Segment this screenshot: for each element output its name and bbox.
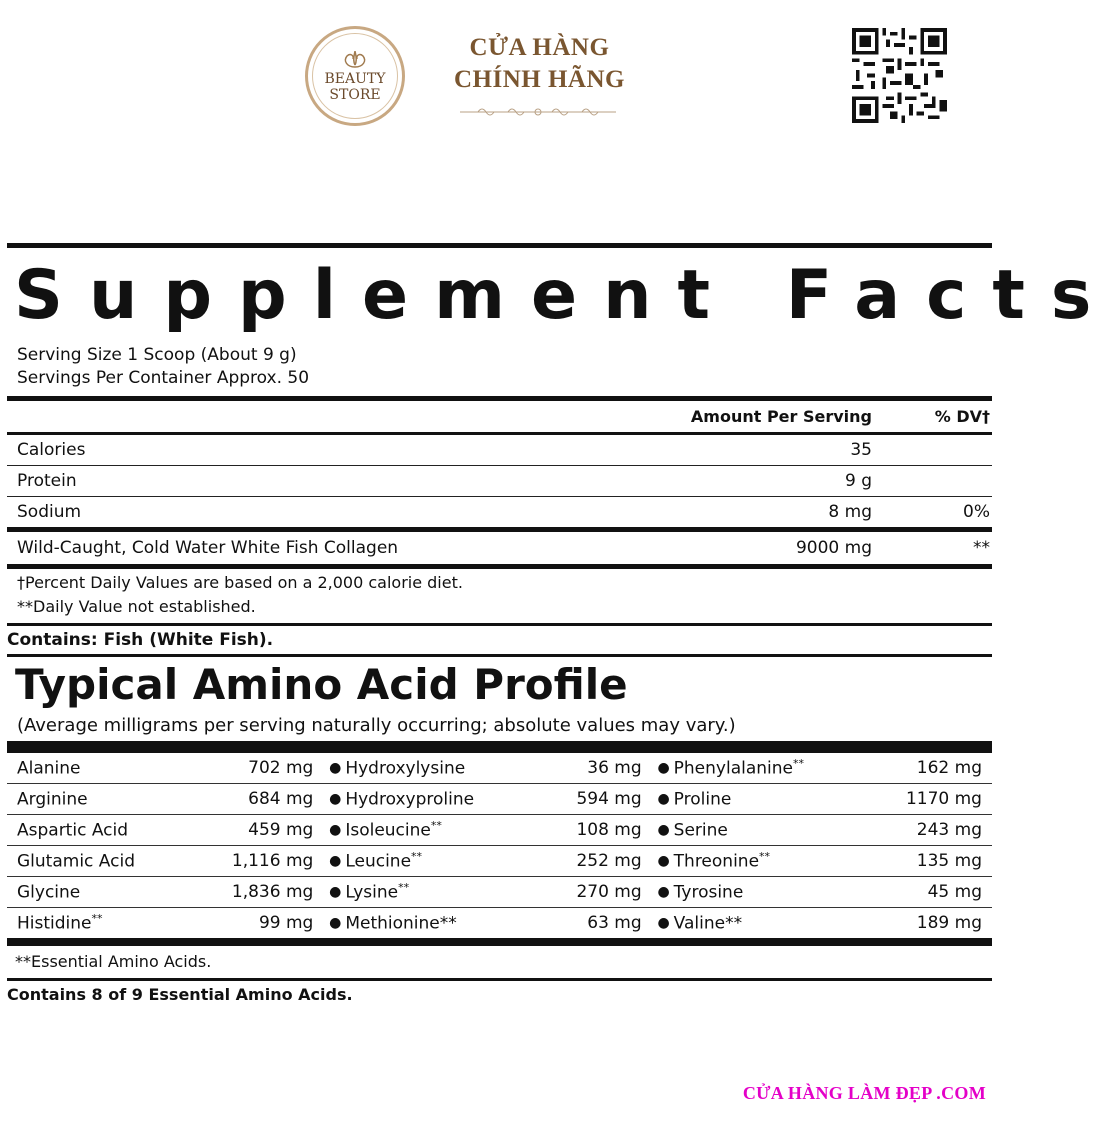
amino-sup: ** [91, 912, 103, 926]
amino-value: 252 mg [576, 851, 642, 871]
bullet-icon: ● [657, 853, 670, 869]
amino-acid-subtitle: (Average milligrams per serving naturally occurring; absolute values may vary.) [17, 715, 736, 736]
amino-acid-title: Typical Amino Acid Profile [15, 660, 628, 709]
bullet-icon: ● [657, 760, 670, 776]
amino-row [335, 753, 670, 784]
amino-value: 36 mg [587, 758, 642, 778]
nutrient-amount: 9000 mg [795, 538, 872, 558]
amino-name: Proline [673, 789, 732, 810]
amino-value: 63 mg [587, 913, 642, 933]
amino-row [7, 877, 342, 908]
amino-name: Aspartic Acid [17, 820, 129, 841]
amino-row [7, 908, 342, 938]
amino-sup: ** [411, 850, 423, 864]
amino-name: Leucine [345, 851, 412, 872]
nutrient-name: Calories [17, 440, 86, 460]
amino-acid-table [7, 753, 992, 938]
amino-name: Histidine [17, 913, 92, 934]
bullet-icon: ● [657, 915, 670, 931]
amino-value: 270 mg [576, 882, 642, 902]
amount-per-serving-header: Amount Per Serving [690, 407, 872, 426]
divider [7, 938, 992, 946]
amino-row [664, 784, 992, 815]
facts-header-row [7, 401, 992, 432]
amino-name: Arginine [17, 789, 88, 810]
amino-sup: ** [793, 757, 804, 771]
bullet-icon: ● [329, 822, 342, 838]
essential-amino-footnote: **Essential Amino Acids. [15, 952, 212, 971]
amino-row [335, 846, 670, 877]
amino-value: 594 mg [576, 789, 642, 809]
bullet-icon: ● [657, 884, 670, 900]
supplement-facts-title: Supplement Facts [14, 256, 1117, 335]
brand-title-line2: CHÍNH HÃNG [454, 66, 625, 93]
amino-value: 684 mg [248, 789, 314, 809]
amino-row [7, 753, 342, 784]
bullet-icon: ● [329, 884, 342, 900]
amino-value: 459 mg [248, 820, 314, 840]
amino-row [335, 908, 670, 938]
store-watermark: CỬA HÀNG LÀM ĐẸP .COM [742, 1083, 986, 1103]
amino-column [335, 753, 670, 938]
dv-not-established-note: **Daily Value not established. [17, 597, 256, 616]
amino-value: 135 mg [916, 851, 982, 871]
allergen-contains: Contains: Fish (White Fish). [7, 630, 274, 650]
nutrient-amount: 8 mg [828, 502, 872, 522]
amino-value: 702 mg [248, 758, 314, 778]
amino-row [664, 846, 992, 877]
amino-row [335, 784, 670, 815]
amino-name: Hydroxyproline [345, 789, 475, 810]
amino-name: Methionine** [345, 913, 457, 934]
nutrient-name: Protein [17, 471, 77, 491]
amino-row [7, 784, 342, 815]
amino-sup: ** [430, 819, 442, 833]
amino-name: Tyrosine [673, 882, 744, 903]
bullet-icon: ● [657, 822, 670, 838]
nutrient-amount: 9 g [844, 471, 872, 491]
amino-name: Hydroxylysine [345, 758, 466, 779]
qr-code-icon [852, 28, 947, 123]
store-header [0, 0, 1000, 140]
serving-size: Serving Size 1 Scoop (About 9 g) [17, 345, 297, 365]
divider [7, 741, 992, 753]
amino-name: Isoleucine [345, 820, 431, 841]
amino-value: 1,836 mg [231, 882, 314, 902]
amino-name: Lysine [345, 882, 399, 903]
amino-row [664, 877, 992, 908]
store-logo [305, 26, 405, 126]
amino-row [664, 908, 992, 938]
facts-row [7, 532, 992, 564]
dv-footnote: †Percent Daily Values are based on a 2,000 calorie diet. [17, 573, 463, 592]
bullet-icon: ● [657, 791, 670, 807]
flourish-icon [458, 104, 618, 120]
nutrient-name: Wild-Caught, Cold Water White Fish Collagen [17, 538, 399, 558]
amino-row [664, 815, 992, 846]
nutrient-amount: 35 [850, 440, 872, 460]
supplement-facts-label [7, 243, 1117, 1009]
amino-value: 108 mg [576, 820, 642, 840]
divider [7, 243, 992, 248]
amino-name: Threonine [673, 851, 760, 872]
bullet-icon: ● [329, 791, 342, 807]
amino-name: Glutamic Acid [17, 851, 135, 872]
amino-name: Phenylalanine [673, 758, 793, 779]
essential-amino-contains: Contains 8 of 9 Essential Amino Acids. [7, 985, 353, 1004]
amino-value: 162 mg [916, 758, 982, 778]
amino-sup: ** [398, 881, 410, 895]
nutrient-dv: 0% [963, 502, 990, 522]
servings-per-container: Servings Per Container Approx. 50 [17, 368, 310, 388]
facts-row [7, 466, 992, 496]
facts-row [7, 497, 992, 527]
amino-value: 243 mg [916, 820, 982, 840]
nutrient-name: Sodium [17, 502, 82, 522]
amino-name: Alanine [17, 758, 81, 779]
amino-row [664, 753, 992, 784]
amino-value: 45 mg [927, 882, 982, 902]
amino-name: Serine [673, 820, 728, 841]
bullet-icon: ● [329, 853, 342, 869]
facts-row [7, 435, 992, 465]
nutrient-dv: ** [973, 538, 990, 558]
amino-row [7, 846, 342, 877]
brand-title [432, 32, 647, 96]
ornament-icon [335, 49, 375, 69]
amino-value: 189 mg [916, 913, 982, 933]
amino-row [335, 877, 670, 908]
brand-title-line1: CỬA HÀNG [469, 34, 610, 61]
amino-name: Valine** [673, 913, 743, 934]
amino-row [7, 815, 342, 846]
logo-text-line2: STORE [329, 87, 381, 103]
amino-sup: ** [759, 850, 771, 864]
amino-row [335, 815, 670, 846]
amino-value: 99 mg [258, 913, 314, 933]
amino-name: Glycine [17, 882, 81, 903]
bullet-icon: ● [329, 760, 342, 776]
bullet-icon: ● [329, 915, 342, 931]
amino-column [664, 753, 992, 938]
amino-value: 1170 mg [905, 789, 982, 809]
logo-text-line1: BEAUTY [324, 71, 386, 87]
amino-value: 1,116 mg [231, 851, 314, 871]
dv-header: % DV† [934, 407, 990, 426]
amino-column [7, 753, 342, 938]
